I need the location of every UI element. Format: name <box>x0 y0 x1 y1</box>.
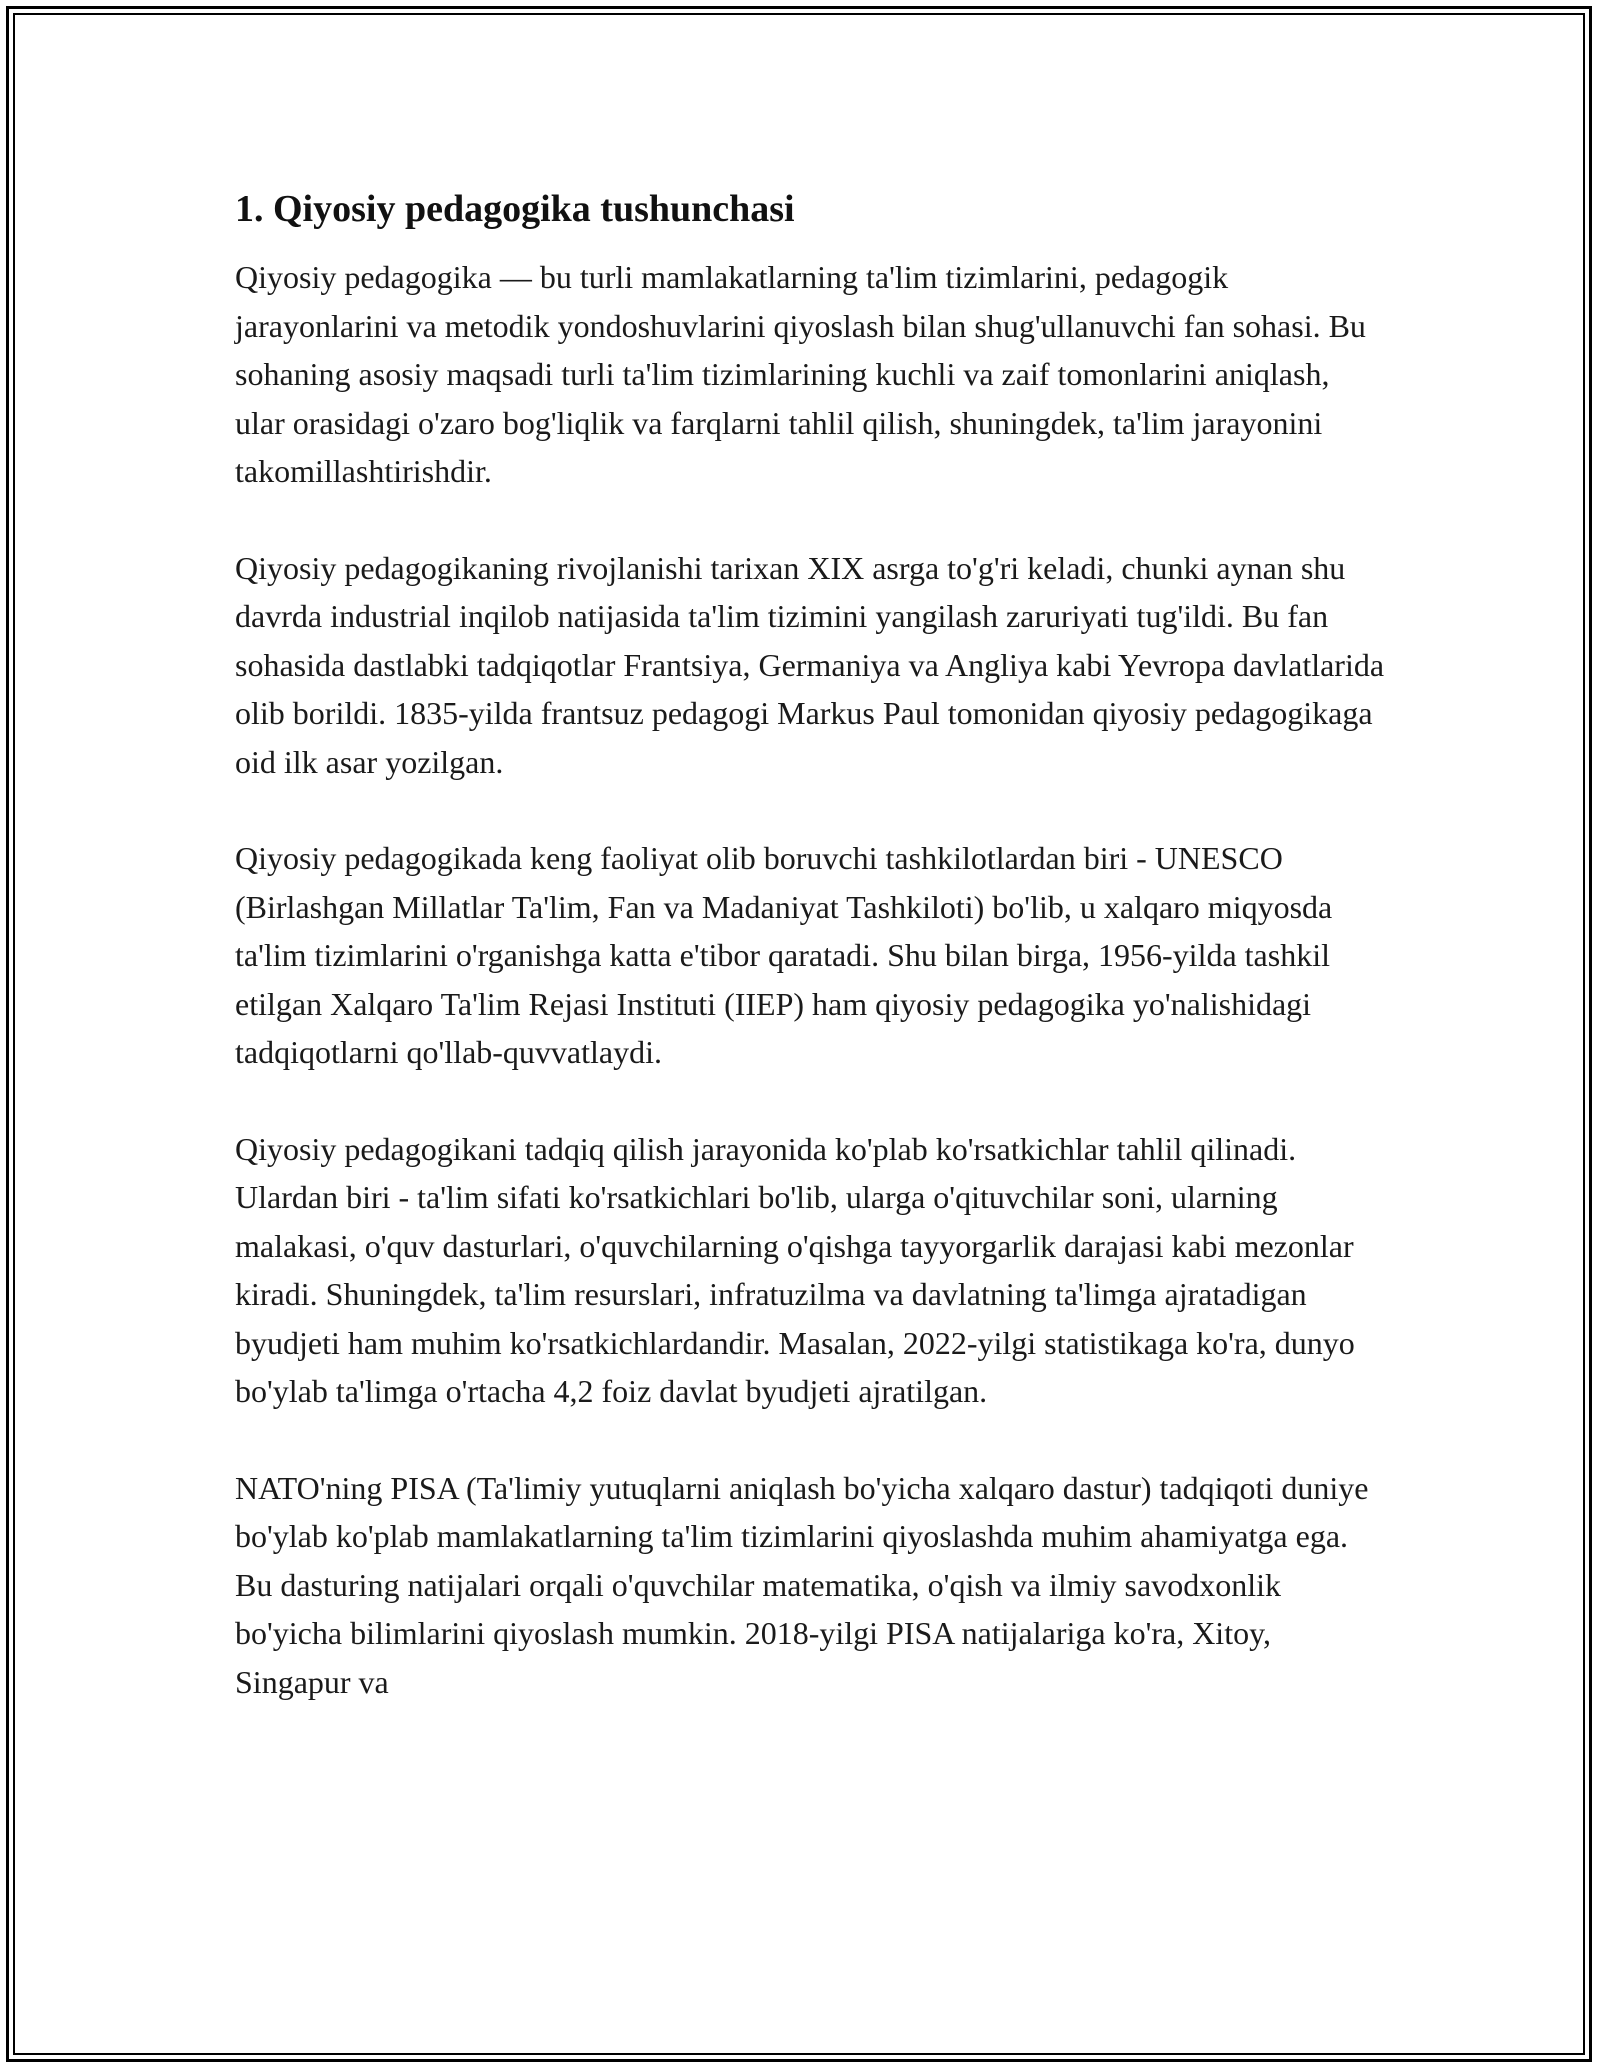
paragraph-5: NATO'ning PISA (Ta'limiy yutuqlarni aniqlash bo'yicha xalqaro dastur) tadqiqoti duniye bo'ylab ko'plab mamlakatlarning ta'lim tizimlarini qiyoslashda muhim ahamiyatga ega. Bu dasturing natijalari orqali o'quvchilar matematika, o'qish va ilmiy savodxonlik bo'yicha bilimlarini qiyoslash mumkin. 2018-yilgi PISA natijalariga ko'ra, Xitoy, Singapur va <box>235 1469 1369 1700</box>
paragraph-4: Qiyosiy pedagogikani tadqiq qilish jarayonida ko'plab ko'rsatkichlar tahlil qilinadi. Ulardan biri - ta'lim sifati ko'rsatkichlari bo'lib, ularga o'qituvchilar soni, ularning malakasi, o'quv dasturlari, o'quvchilarning o'qishga tayyorgarlik darajasi kabi mezonlar kiradi. Shuningdek, ta'lim resurslari, infratuzilma va davlatning ta'limga ajratadigan byudjeti ham muhim ko'rsatkichlardandir. Masalan, 2022-yilgi statistikaga ko'ra, dunyo bo'ylab ta'limga o'rtacha 4,2 foiz davlat byudjeti ajratilgan. <box>235 1130 1355 1409</box>
document-body <box>235 185 1385 1754</box>
paragraph-2: Qiyosiy pedagogikaning rivojlanishi tarixan XIX asrga to'g'ri keladi, chunki aynan shu davrda industrial inqilob natijasida ta'lim tizimini yangilash zaruriyati tug'ildi. Bu fan sohasida dastlabki tadqiqotlar Frantsiya, Germaniya va Angliya kabi Yevropa davlatlarida olib borildi. 1835-yilda frantsuz pedagogi Markus Paul tomonidan qiyosiy pedagogikaga oid ilk asar yozilgan. <box>235 549 1385 780</box>
paragraph-3: Qiyosiy pedagogikada keng faoliyat olib boruvchi tashkilotlardan biri - UNESCO (Birlashgan Millatlar Ta'lim, Fan va Madaniyat Tashkiloti) bo'lib, u xalqaro miqyosda ta'lim tizimlarini o'rganishga katta e'tibor qaratadi. Shu bilan birga, 1956-yilda tashkil etilgan Xalqaro Ta'lim Rejasi Instituti (IIEP) ham qiyosiy pedagogika yo'nalishidagi tadqiqotlarni qo'llab-quvvatlaydi. <box>235 840 1333 1070</box>
section-heading: 1. Qiyosiy pedagogika tushunchasi <box>235 188 795 230</box>
paragraph-1: Qiyosiy pedagogika — bu turli mamlakatlarning ta'lim tizimlarini, pedagogik jarayonlarini va metodik yondoshuvlarini qiyoslash bilan shug'ullanuvchi fan sohasi. Bu sohaning asosiy maqsadi turli ta'lim tizimlarining kuchli va zaif tomonlarini aniqlash, ular orasidagi o'zaro bog'liqlik va farqlarni tahlil qilish, shuningdek, ta'lim jarayonini takomillashtirishdir. <box>235 259 1366 489</box>
